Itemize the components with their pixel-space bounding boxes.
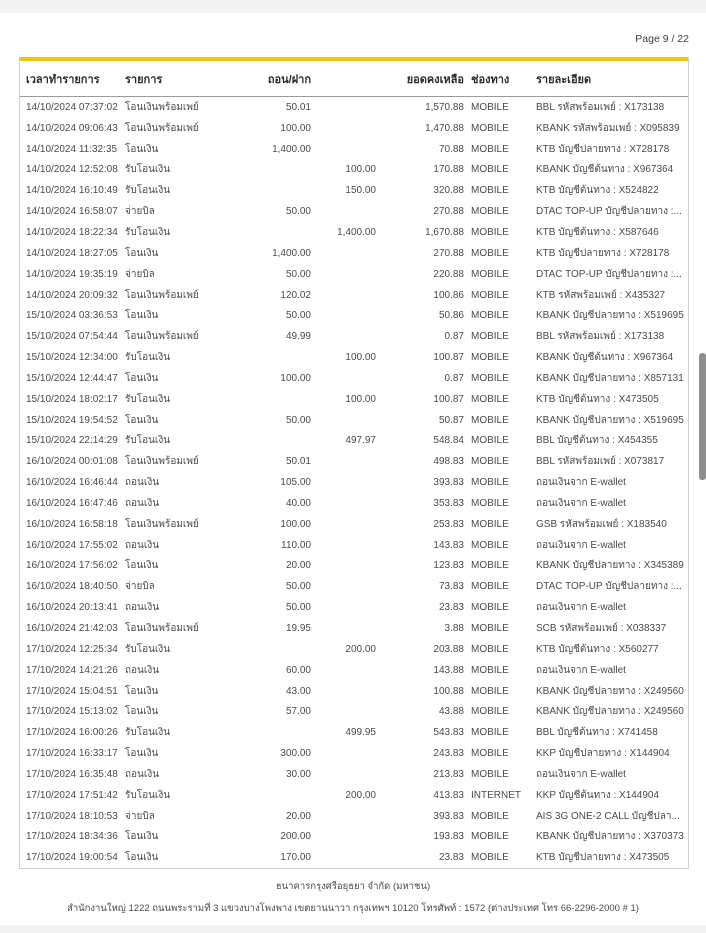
cell-detail: ถอนเงินจาก E-wallet [536, 768, 626, 780]
cell-channel: MOBILE [471, 101, 509, 113]
cell-time: 16/10/2024 18:40:50 [26, 581, 118, 593]
cell-withdraw: 20.00 [285, 560, 311, 572]
cell-channel: MOBILE [471, 247, 509, 259]
cell-balance: 170.88 [433, 164, 464, 176]
cell-time: 15/10/2024 12:44:47 [26, 372, 118, 384]
cell-type: จ่ายบิล [125, 581, 155, 593]
cell-channel: MOBILE [471, 352, 509, 364]
page-number-label: Page 9 / 22 [635, 33, 689, 45]
cell-balance: 1,470.88 [425, 122, 464, 134]
cell-type: โอนเงิน [125, 831, 159, 843]
cell-balance: 23.83 [438, 602, 464, 614]
cell-withdraw: 200.00 [280, 831, 311, 843]
cell-time: 14/10/2024 20:09:32 [26, 289, 118, 301]
cell-withdraw: 50.00 [285, 268, 311, 280]
cell-time: 17/10/2024 19:00:54 [26, 852, 118, 864]
table-row [20, 827, 688, 848]
cell-time: 15/10/2024 19:54:52 [26, 414, 118, 426]
table-header-row [20, 61, 688, 97]
table-row [20, 431, 688, 452]
cell-type: รับโอนเงิน [125, 185, 171, 197]
cell-balance: 50.86 [438, 310, 464, 322]
cell-detail: BBL รหัสพร้อมเพย์ : X073817 [536, 456, 665, 468]
cell-time: 15/10/2024 18:02:17 [26, 393, 118, 405]
cell-channel: MOBILE [471, 122, 509, 134]
cell-withdraw: 100.00 [280, 372, 311, 384]
cell-withdraw: 105.00 [280, 477, 311, 489]
cell-detail: KBANK บัญชีต้นทาง : X967364 [536, 352, 674, 364]
column-header-detail: รายละเอียด [536, 73, 592, 86]
cell-channel: MOBILE [471, 456, 509, 468]
cell-channel: MOBILE [471, 831, 509, 843]
table-row [20, 576, 688, 597]
bank-name: ธนาคารกรุงศรีอยุธยา จำกัด (มหาชน) [275, 881, 431, 892]
table-row [20, 514, 688, 535]
cell-type: โอนเงิน [125, 560, 159, 572]
cell-detail: BBL รหัสพร้อมเพย์ : X173138 [536, 331, 665, 343]
cell-time: 16/10/2024 17:56:02 [26, 560, 118, 572]
column-header-amount: ถอน/ฝาก [267, 73, 311, 86]
cell-time: 17/10/2024 16:00:26 [26, 727, 118, 739]
cell-detail: KTB บัญชีต้นทาง : X587646 [536, 226, 659, 238]
cell-balance: 253.83 [433, 518, 464, 530]
table-row [20, 743, 688, 764]
table-row [20, 305, 688, 326]
table-row [20, 764, 688, 785]
cell-time: 17/10/2024 18:34:36 [26, 831, 118, 843]
cell-balance: 0.87 [444, 372, 464, 384]
cell-detail: KBANK บัญชีปลายทาง : X519695 [536, 310, 684, 322]
cell-type: รับโอนเงิน [125, 727, 171, 739]
cell-detail: KTB รหัสพร้อมเพย์ : X435327 [536, 289, 666, 301]
cell-detail: KBANK บัญชีปลายทาง : X857131 [536, 372, 684, 384]
cell-deposit: 200.00 [345, 789, 376, 801]
cell-channel: MOBILE [471, 310, 509, 322]
cell-detail: BBL บัญชีต้นทาง : X741458 [536, 727, 658, 739]
cell-detail: DTAC TOP-UP บัญชีปลายทาง :... [536, 581, 682, 593]
cell-channel: MOBILE [471, 164, 509, 176]
cell-detail: KKP บัญชีต้นทาง : X144904 [536, 789, 660, 801]
cell-detail: ถอนเงินจาก E-wallet [536, 602, 626, 614]
statement-footer [0, 879, 706, 916]
cell-time: 16/10/2024 21:42:03 [26, 623, 118, 635]
table-row [20, 201, 688, 222]
cell-channel: MOBILE [471, 539, 509, 551]
cell-type: โอนเงินพร้อมเพย์ [125, 101, 199, 113]
cell-withdraw: 120.02 [280, 289, 311, 301]
cell-type: รับโอนเงิน [125, 393, 171, 405]
table-row [20, 847, 688, 868]
cell-balance: 143.83 [433, 539, 464, 551]
cell-balance: 100.87 [433, 352, 464, 364]
cell-type: ถอนเงิน [125, 664, 160, 676]
cell-time: 17/10/2024 15:04:51 [26, 685, 118, 697]
cell-balance: 548.84 [433, 435, 464, 447]
viewer-bottom-strip [0, 925, 706, 933]
cell-type: จ่ายบิล [125, 268, 155, 280]
cell-withdraw: 60.00 [285, 664, 311, 676]
cell-channel: MOBILE [471, 810, 509, 822]
table-row [20, 285, 688, 306]
cell-time: 14/10/2024 18:22:34 [26, 226, 118, 238]
cell-balance: 413.83 [433, 789, 464, 801]
cell-time: 17/10/2024 12:25:34 [26, 643, 118, 655]
cell-time: 15/10/2024 03:36:53 [26, 310, 118, 322]
cell-detail: KBANK รหัสพร้อมเพย์ : X095839 [536, 122, 680, 134]
cell-detail: BBL บัญชีต้นทาง : X454355 [536, 435, 658, 447]
cell-balance: 543.83 [433, 727, 464, 739]
cell-type: โอนเงิน [125, 685, 159, 697]
transactions-table [19, 57, 689, 869]
cell-balance: 270.88 [433, 247, 464, 259]
cell-time: 17/10/2024 17:51:42 [26, 789, 118, 801]
cell-balance: 1,670.88 [425, 226, 464, 238]
table-row [20, 180, 688, 201]
cell-channel: MOBILE [471, 685, 509, 697]
cell-channel: MOBILE [471, 768, 509, 780]
cell-type: โอนเงินพร้อมเพย์ [125, 456, 199, 468]
table-row [20, 118, 688, 139]
cell-deposit: 100.00 [345, 352, 376, 364]
cell-detail: KBANK บัญชีปลายทาง : X249560 [536, 706, 684, 718]
cell-detail: BBL รหัสพร้อมเพย์ : X173138 [536, 101, 665, 113]
cell-channel: MOBILE [471, 289, 509, 301]
cell-type: โอนเงิน [125, 372, 159, 384]
cell-type: โอนเงินพร้อมเพย์ [125, 331, 199, 343]
cell-deposit: 150.00 [345, 185, 376, 197]
table-row [20, 347, 688, 368]
table-row [20, 618, 688, 639]
cell-balance: 0.87 [444, 331, 464, 343]
scrollbar-thumb[interactable] [699, 353, 706, 480]
cell-detail: DTAC TOP-UP บัญชีปลายทาง :... [536, 268, 682, 280]
cell-channel: MOBILE [471, 643, 509, 655]
cell-time: 17/10/2024 18:10:53 [26, 810, 118, 822]
cell-balance: 243.83 [433, 748, 464, 760]
cell-channel: MOBILE [471, 602, 509, 614]
cell-balance: 123.83 [433, 560, 464, 572]
column-header-channel: ช่องทาง [471, 73, 510, 86]
cell-time: 14/10/2024 16:58:07 [26, 206, 118, 218]
cell-balance: 100.88 [433, 685, 464, 697]
cell-detail: KBANK บัญชีต้นทาง : X967364 [536, 164, 674, 176]
cell-withdraw: 50.01 [285, 456, 311, 468]
cell-withdraw: 1,400.00 [272, 247, 311, 259]
cell-channel: MOBILE [471, 185, 509, 197]
table-row [20, 139, 688, 160]
cell-balance: 23.83 [438, 852, 464, 864]
cell-channel: MOBILE [471, 331, 509, 343]
column-header-time: เวลาทำรายการ [26, 73, 100, 86]
cell-time: 14/10/2024 07:37:02 [26, 101, 118, 113]
cell-type: ถอนเงิน [125, 602, 160, 614]
cell-time: 16/10/2024 16:58:18 [26, 518, 118, 530]
cell-deposit: 200.00 [345, 643, 376, 655]
cell-time: 16/10/2024 00:01:08 [26, 456, 118, 468]
cell-detail: KBANK บัญชีปลายทาง : X519695 [536, 414, 684, 426]
cell-detail: KTB บัญชีต้นทาง : X473505 [536, 393, 659, 405]
cell-balance: 353.83 [433, 497, 464, 509]
cell-type: ถอนเงิน [125, 768, 160, 780]
cell-channel: MOBILE [471, 623, 509, 635]
bank-address: สำนักงานใหญ่ 1222 ถนนพระรามที่ 3 แขวงบางโพงพาง เขตยานนาวา กรุงเทพฯ 10120 โทรศัพท์ : 1572 (ต่างประเทศ โทร 66-2296-2000 # 1) [67, 903, 639, 914]
cell-type: โอนเงิน [125, 414, 159, 426]
cell-withdraw: 57.00 [285, 706, 311, 718]
cell-type: โอนเงิน [125, 706, 159, 718]
column-header-balance: ยอดคงเหลือ [406, 73, 464, 86]
cell-channel: MOBILE [471, 560, 509, 572]
viewer-top-strip [0, 0, 706, 13]
cell-detail: ถอนเงินจาก E-wallet [536, 497, 626, 509]
cell-type: รับโอนเงิน [125, 435, 171, 447]
table-row [20, 222, 688, 243]
cell-detail: ถอนเงินจาก E-wallet [536, 477, 626, 489]
cell-time: 14/10/2024 19:35:19 [26, 268, 118, 280]
cell-balance: 43.88 [438, 706, 464, 718]
cell-time: 14/10/2024 09:06:43 [26, 122, 118, 134]
table-row [20, 556, 688, 577]
cell-detail: KTB บัญชีต้นทาง : X524822 [536, 185, 659, 197]
cell-channel: MOBILE [471, 414, 509, 426]
cell-channel: MOBILE [471, 581, 509, 593]
cell-type: รับโอนเงิน [125, 789, 171, 801]
cell-channel: MOBILE [471, 226, 509, 238]
table-row [20, 701, 688, 722]
cell-time: 17/10/2024 16:33:17 [26, 748, 118, 760]
table-row [20, 389, 688, 410]
cell-channel: MOBILE [471, 393, 509, 405]
cell-channel: MOBILE [471, 143, 509, 155]
cell-detail: ถอนเงินจาก E-wallet [536, 664, 626, 676]
cell-channel: MOBILE [471, 852, 509, 864]
cell-type: ถอนเงิน [125, 497, 160, 509]
table-row [20, 451, 688, 472]
cell-detail: KTB บัญชีปลายทาง : X473505 [536, 852, 670, 864]
cell-time: 17/10/2024 15:13:02 [26, 706, 118, 718]
cell-type: รับโอนเงิน [125, 643, 171, 655]
cell-time: 16/10/2024 16:47:46 [26, 497, 118, 509]
cell-withdraw: 50.00 [285, 206, 311, 218]
table-row [20, 785, 688, 806]
cell-balance: 1,570.88 [425, 101, 464, 113]
cell-withdraw: 50.00 [285, 602, 311, 614]
cell-type: รับโอนเงิน [125, 352, 171, 364]
cell-channel: MOBILE [471, 706, 509, 718]
cell-channel: MOBILE [471, 268, 509, 280]
cell-time: 16/10/2024 16:46:44 [26, 477, 118, 489]
cell-withdraw: 110.00 [281, 539, 311, 551]
cell-balance: 193.83 [433, 831, 464, 843]
table-row [20, 535, 688, 556]
table-row [20, 472, 688, 493]
cell-withdraw: 30.00 [285, 768, 311, 780]
cell-withdraw: 300.00 [280, 748, 311, 760]
cell-detail: AIS 3G ONE-2 CALL บัญชีปลา... [536, 810, 680, 822]
cell-detail: KKP บัญชีปลายทาง : X144904 [536, 748, 670, 760]
table-row [20, 97, 688, 118]
cell-withdraw: 1,400.00 [272, 143, 311, 155]
cell-channel: MOBILE [471, 727, 509, 739]
cell-channel: MOBILE [471, 372, 509, 384]
cell-time: 15/10/2024 07:54:44 [26, 331, 118, 343]
cell-type: โอนเงิน [125, 852, 159, 864]
cell-withdraw: 43.00 [285, 685, 311, 697]
cell-channel: MOBILE [471, 664, 509, 676]
cell-withdraw: 170.00 [280, 852, 311, 864]
table-row [20, 264, 688, 285]
cell-channel: MOBILE [471, 497, 509, 509]
cell-time: 14/10/2024 16:10:49 [26, 185, 118, 197]
cell-type: ถอนเงิน [125, 539, 160, 551]
cell-detail: ถอนเงินจาก E-wallet [536, 539, 626, 551]
cell-balance: 213.83 [433, 768, 464, 780]
cell-balance: 203.88 [433, 643, 464, 655]
table-row [20, 597, 688, 618]
cell-type: จ่ายบิล [125, 206, 155, 218]
cell-balance: 393.83 [433, 810, 464, 822]
cell-type: ถอนเงิน [125, 477, 160, 489]
cell-withdraw: 50.00 [285, 310, 311, 322]
cell-balance: 143.88 [433, 664, 464, 676]
cell-withdraw: 19.95 [285, 623, 311, 635]
cell-time: 14/10/2024 18:27:05 [26, 247, 118, 259]
cell-type: โอนเงิน [125, 748, 159, 760]
cell-type: โอนเงินพร้อมเพย์ [125, 122, 199, 134]
cell-time: 16/10/2024 20:13:41 [26, 602, 118, 614]
cell-detail: KTB บัญชีปลายทาง : X728178 [536, 143, 670, 155]
cell-channel: MOBILE [471, 477, 509, 489]
cell-deposit: 497.97 [345, 435, 376, 447]
cell-balance: 70.88 [438, 143, 464, 155]
table-row [20, 681, 688, 702]
table-row [20, 160, 688, 181]
cell-deposit: 100.00 [345, 393, 376, 405]
table-row [20, 326, 688, 347]
cell-withdraw: 40.00 [285, 497, 311, 509]
cell-balance: 100.87 [433, 393, 464, 405]
cell-withdraw: 50.01 [285, 101, 311, 113]
cell-withdraw: 50.00 [285, 581, 311, 593]
cell-detail: KTB บัญชีต้นทาง : X560277 [536, 643, 659, 655]
cell-type: โอนเงิน [125, 247, 159, 259]
column-header-type: รายการ [125, 73, 163, 86]
table-row [20, 410, 688, 431]
cell-withdraw: 100.00 [280, 518, 311, 530]
cell-detail: KBANK บัญชีปลายทาง : X249560 [536, 685, 684, 697]
cell-type: โอนเงินพร้อมเพย์ [125, 518, 199, 530]
cell-type: รับโอนเงิน [125, 226, 171, 238]
cell-channel: MOBILE [471, 435, 509, 447]
cell-balance: 393.83 [433, 477, 464, 489]
table-row [20, 806, 688, 827]
cell-detail: DTAC TOP-UP บัญชีปลายทาง :... [536, 206, 682, 218]
cell-balance: 3.88 [444, 623, 464, 635]
cell-detail: SCB รหัสพร้อมเพย์ : X038337 [536, 623, 667, 635]
cell-balance: 73.83 [438, 581, 464, 593]
cell-deposit: 1,400.00 [337, 226, 376, 238]
cell-channel: MOBILE [471, 518, 509, 530]
cell-balance: 50.87 [438, 414, 464, 426]
cell-detail: GSB รหัสพร้อมเพย์ : X183540 [536, 518, 667, 530]
cell-withdraw: 100.00 [280, 122, 311, 134]
cell-type: รับโอนเงิน [125, 164, 171, 176]
cell-balance: 100.86 [433, 289, 464, 301]
table-row [20, 722, 688, 743]
cell-type: โอนเงินพร้อมเพย์ [125, 289, 199, 301]
cell-type: โอนเงิน [125, 143, 159, 155]
cell-balance: 270.88 [433, 206, 464, 218]
cell-detail: KBANK บัญชีปลายทาง : X370373 [536, 831, 684, 843]
cell-deposit: 499.95 [345, 727, 376, 739]
cell-deposit: 100.00 [345, 164, 376, 176]
table-row [20, 493, 688, 514]
table-row [20, 243, 688, 264]
table-body [20, 97, 688, 868]
cell-channel: MOBILE [471, 206, 509, 218]
cell-time: 16/10/2024 17:55:02 [26, 539, 118, 551]
cell-time: 17/10/2024 14:21:26 [26, 664, 118, 676]
cell-time: 15/10/2024 12:34:00 [26, 352, 118, 364]
cell-balance: 498.83 [433, 456, 464, 468]
cell-time: 17/10/2024 16:35:48 [26, 768, 118, 780]
table-row [20, 368, 688, 389]
cell-time: 15/10/2024 22:14:29 [26, 435, 118, 447]
cell-type: จ่ายบิล [125, 810, 155, 822]
cell-type: โอนเงินพร้อมเพย์ [125, 623, 199, 635]
cell-channel: INTERNET [471, 789, 521, 801]
cell-time: 14/10/2024 12:52:08 [26, 164, 118, 176]
cell-channel: MOBILE [471, 748, 509, 760]
table-row [20, 660, 688, 681]
cell-withdraw: 50.00 [285, 414, 311, 426]
cell-detail: KTB บัญชีปลายทาง : X728178 [536, 247, 670, 259]
cell-time: 14/10/2024 11:32:35 [26, 143, 118, 155]
cell-balance: 220.88 [433, 268, 464, 280]
table-row [20, 639, 688, 660]
cell-withdraw: 49.99 [285, 331, 311, 343]
cell-type: โอนเงิน [125, 310, 159, 322]
cell-detail: KBANK บัญชีปลายทาง : X345389 [536, 560, 684, 572]
cell-withdraw: 20.00 [285, 810, 311, 822]
cell-balance: 320.88 [433, 185, 464, 197]
